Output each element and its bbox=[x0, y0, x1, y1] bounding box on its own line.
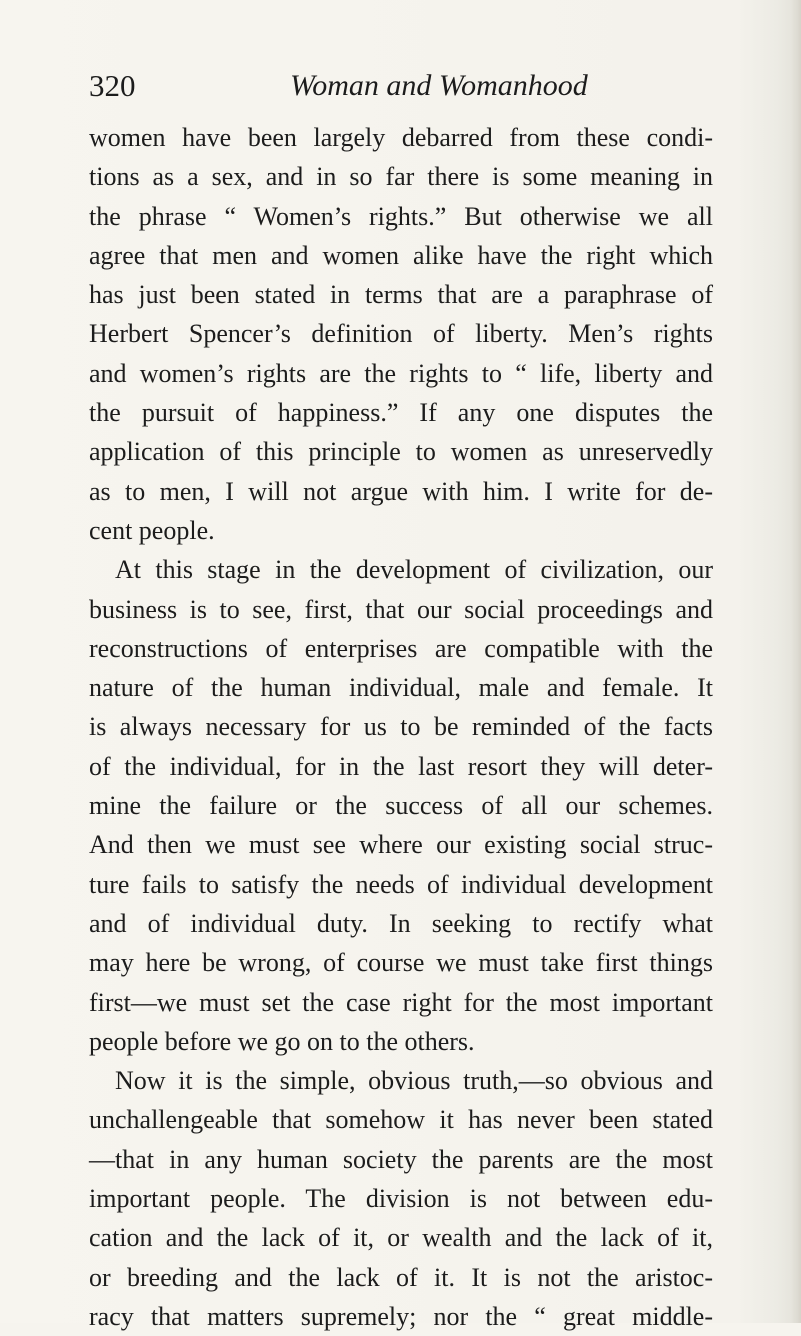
text-line: cent people. bbox=[89, 515, 215, 545]
text-line: tions as a sex, and in so far there is some meaning in bbox=[89, 162, 713, 192]
text-line: people before we go on to the others. bbox=[89, 1026, 475, 1056]
paragraph-first-line: At this stage in the development of civilization, our bbox=[115, 555, 713, 585]
page-edge-shadow bbox=[791, 0, 801, 1323]
text-line: agree that men and women alike have the right which bbox=[89, 240, 713, 270]
text-line: and women’s rights are the rights to “ life, liberty and bbox=[89, 358, 713, 388]
text-line: the pursuit of happiness.” If any one disputes the bbox=[89, 398, 713, 428]
text-line: nature of the human individual, male and female. It bbox=[89, 673, 713, 703]
text-line: reconstructions of enterprises are compatible with the bbox=[89, 633, 713, 663]
text-line: unchallengeable that somehow it has never been stated bbox=[89, 1105, 713, 1135]
text-line: ture fails to satisfy the needs of individual development bbox=[89, 869, 713, 899]
text-line: application of this principle to women as unreservedly bbox=[89, 437, 713, 467]
page-number: 320 bbox=[89, 68, 136, 103]
text-line: racy that matters supremely; nor the “ great middle- bbox=[89, 1301, 713, 1331]
text-line: has just been stated in terms that are a paraphrase of bbox=[89, 280, 713, 310]
text-line: women have been largely debarred from these condi- bbox=[89, 123, 713, 152]
text-line: Herbert Spencer’s definition of liberty. Men’s rights bbox=[89, 319, 713, 349]
body-text bbox=[89, 118, 713, 1336]
text-line: cation and the lack of it, or wealth and the lack of it, bbox=[89, 1223, 713, 1253]
text-line: or breeding and the lack of it. It is not the aristoc- bbox=[89, 1262, 713, 1292]
text-line: and of individual duty. In seeking to rectify what bbox=[89, 908, 713, 938]
page-header bbox=[89, 66, 649, 106]
text-line: And then we must see where our existing social struc- bbox=[89, 830, 713, 860]
paragraph-first-line: Now it is the simple, obvious truth,—so obvious and bbox=[115, 1066, 713, 1096]
text-line: is always necessary for us to be reminded of the facts bbox=[89, 712, 713, 742]
text-line: first—we must set the case right for the most important bbox=[89, 987, 713, 1017]
running-head: Woman and Womanhood bbox=[290, 69, 588, 102]
text-line: may here be wrong, of course we must take first things bbox=[89, 948, 713, 978]
text-line: mine the failure or the success of all our schemes. bbox=[89, 791, 713, 821]
text-line: business is to see, first, that our social proceedings and bbox=[89, 594, 713, 624]
text-line: —that in any human society the parents are the most bbox=[89, 1144, 713, 1174]
text-line: of the individual, for in the last resort they will deter- bbox=[89, 751, 713, 781]
text-line: the phrase “ Women’s rights.” But otherwise we all bbox=[89, 201, 713, 231]
text-line: important people. The division is not between edu- bbox=[89, 1184, 713, 1214]
text-line: as to men, I will not argue with him. I write for de- bbox=[89, 476, 713, 506]
